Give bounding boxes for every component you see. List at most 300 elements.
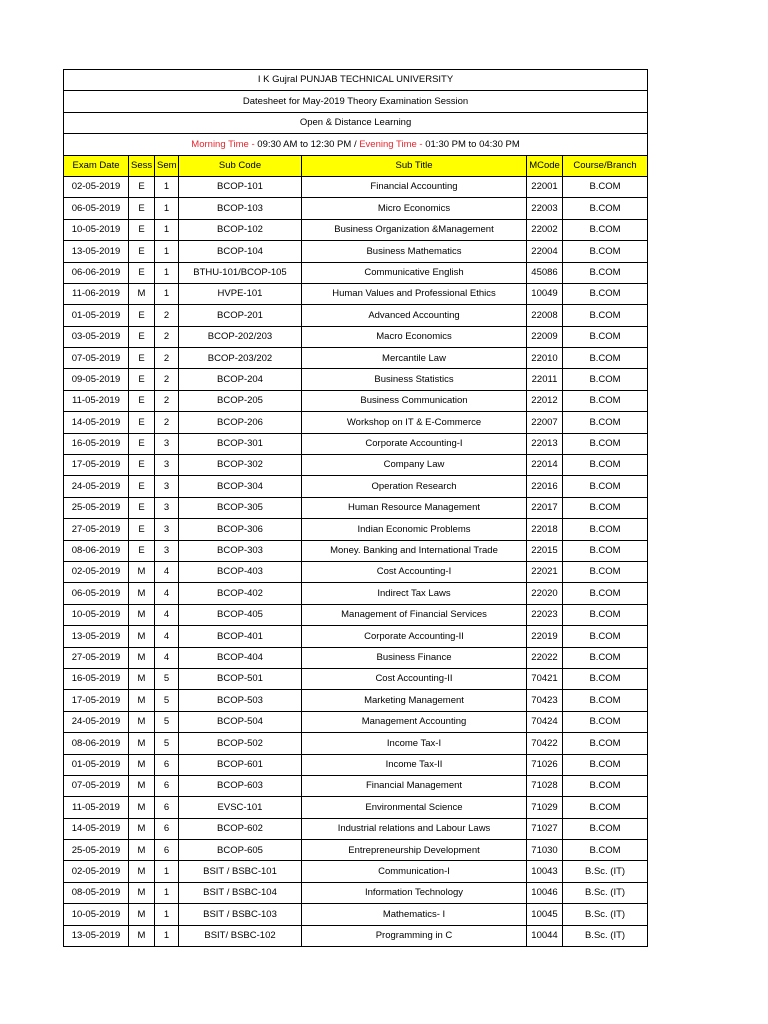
column-header-mcode: MCode: [527, 155, 563, 176]
cell-mcode: 22014: [527, 455, 563, 476]
cell-sess: E: [129, 326, 155, 347]
cell-exam-date: 06-05-2019: [64, 583, 129, 604]
cell-course-branch: B.COM: [563, 561, 648, 582]
cell-course-branch: B.COM: [563, 198, 648, 219]
cell-mcode: 22007: [527, 412, 563, 433]
table-row: [64, 711, 648, 732]
table-row: [64, 348, 648, 369]
cell-mcode: 22011: [527, 369, 563, 390]
cell-exam-date: 01-05-2019: [64, 305, 129, 326]
cell-sub-code: BCOP-303: [179, 540, 302, 561]
cell-sess: M: [129, 840, 155, 861]
cell-course-branch: B.COM: [563, 348, 648, 369]
cell-mcode: 22002: [527, 219, 563, 240]
cell-sem: 1: [155, 882, 179, 903]
cell-sub-code: BCOP-404: [179, 647, 302, 668]
table-row: [64, 690, 648, 711]
cell-sem: 2: [155, 305, 179, 326]
cell-course-branch: B.COM: [563, 840, 648, 861]
cell-course-branch: B.COM: [563, 733, 648, 754]
cell-sem: 1: [155, 241, 179, 262]
cell-sub-code: BSIT/ BSBC-102: [179, 925, 302, 946]
cell-exam-date: 25-05-2019: [64, 497, 129, 518]
cell-sess: E: [129, 176, 155, 197]
cell-sub-code: BCOP-305: [179, 497, 302, 518]
cell-sub-code: BCOP-102: [179, 219, 302, 240]
cell-sub-code: BSIT / BSBC-103: [179, 904, 302, 925]
cell-exam-date: 13-05-2019: [64, 241, 129, 262]
cell-sem: 1: [155, 283, 179, 304]
cell-mcode: 70422: [527, 733, 563, 754]
cell-sem: 3: [155, 519, 179, 540]
university-title: I K Gujral PUNJAB TECHNICAL UNIVERSITY: [64, 70, 648, 91]
cell-course-branch: B.COM: [563, 390, 648, 411]
cell-course-branch: B.COM: [563, 668, 648, 689]
cell-exam-date: 14-05-2019: [64, 818, 129, 839]
cell-sub-code: BCOP-104: [179, 241, 302, 262]
cell-sub-title: Information Technology: [302, 882, 527, 903]
cell-sub-code: BCOP-103: [179, 198, 302, 219]
cell-exam-date: 08-06-2019: [64, 733, 129, 754]
cell-sem: 1: [155, 176, 179, 197]
cell-sess: E: [129, 455, 155, 476]
cell-mcode: 22019: [527, 626, 563, 647]
cell-sess: M: [129, 711, 155, 732]
cell-sem: 1: [155, 861, 179, 882]
cell-sub-title: Corporate Accounting-II: [302, 626, 527, 647]
cell-sess: M: [129, 604, 155, 625]
table-row: [64, 754, 648, 775]
cell-exam-date: 17-05-2019: [64, 690, 129, 711]
cell-sem: 1: [155, 925, 179, 946]
cell-course-branch: B.COM: [563, 818, 648, 839]
cell-sem: 5: [155, 668, 179, 689]
cell-exam-date: 02-05-2019: [64, 561, 129, 582]
cell-exam-date: 16-05-2019: [64, 433, 129, 454]
cell-sub-code: BSIT / BSBC-101: [179, 861, 302, 882]
cell-sem: 2: [155, 412, 179, 433]
cell-sub-title: Business Finance: [302, 647, 527, 668]
cell-sub-title: Business Communication: [302, 390, 527, 411]
cell-sess: E: [129, 540, 155, 561]
cell-sub-code: BCOP-503: [179, 690, 302, 711]
cell-exam-date: 11-06-2019: [64, 283, 129, 304]
cell-sess: E: [129, 519, 155, 540]
cell-mcode: 10045: [527, 904, 563, 925]
cell-exam-date: 16-05-2019: [64, 668, 129, 689]
timing-line: [64, 134, 648, 155]
cell-sess: M: [129, 882, 155, 903]
cell-mcode: 70421: [527, 668, 563, 689]
cell-sub-code: BCOP-603: [179, 775, 302, 796]
cell-sess: E: [129, 412, 155, 433]
cell-course-branch: B.Sc. (IT): [563, 904, 648, 925]
cell-exam-date: 01-05-2019: [64, 754, 129, 775]
cell-sem: 4: [155, 583, 179, 604]
cell-exam-date: 10-05-2019: [64, 604, 129, 625]
cell-exam-date: 08-06-2019: [64, 540, 129, 561]
mode-title: Open & Distance Learning: [64, 112, 648, 133]
cell-course-branch: B.COM: [563, 176, 648, 197]
cell-mcode: 22020: [527, 583, 563, 604]
cell-sub-title: Programming in C: [302, 925, 527, 946]
cell-sess: M: [129, 904, 155, 925]
cell-sub-code: BSIT / BSBC-104: [179, 882, 302, 903]
cell-sem: 3: [155, 497, 179, 518]
cell-sub-code: BCOP-402: [179, 583, 302, 604]
column-header-sub-title: Sub Title: [302, 155, 527, 176]
cell-sub-title: Environmental Science: [302, 797, 527, 818]
table-row: [64, 797, 648, 818]
cell-course-branch: B.COM: [563, 433, 648, 454]
table-row: [64, 861, 648, 882]
column-header-exam-date: Exam Date: [64, 155, 129, 176]
cell-sess: E: [129, 241, 155, 262]
column-header-course-branch: Course/Branch: [563, 155, 648, 176]
cell-sess: M: [129, 775, 155, 796]
cell-course-branch: B.COM: [563, 262, 648, 283]
datesheet: [63, 69, 647, 947]
cell-sess: E: [129, 262, 155, 283]
cell-sub-title: Indirect Tax Laws: [302, 583, 527, 604]
cell-sub-title: Macro Economics: [302, 326, 527, 347]
cell-sess: E: [129, 305, 155, 326]
column-header-sess: Sess: [129, 155, 155, 176]
cell-sub-title: Cost Accounting-II: [302, 668, 527, 689]
cell-sub-title: Indian Economic Problems: [302, 519, 527, 540]
cell-course-branch: B.COM: [563, 219, 648, 240]
cell-sess: E: [129, 390, 155, 411]
cell-sem: 6: [155, 818, 179, 839]
cell-mcode: 22012: [527, 390, 563, 411]
cell-sem: 6: [155, 754, 179, 775]
cell-sem: 1: [155, 904, 179, 925]
cell-sub-code: BCOP-204: [179, 369, 302, 390]
cell-mcode: 22015: [527, 540, 563, 561]
cell-exam-date: 02-05-2019: [64, 861, 129, 882]
datesheet-title-row: [64, 91, 648, 112]
timing-row: [64, 134, 648, 155]
cell-sub-title: Human Values and Professional Ethics: [302, 283, 527, 304]
cell-course-branch: B.COM: [563, 283, 648, 304]
cell-sub-title: Advanced Accounting: [302, 305, 527, 326]
cell-mcode: 22018: [527, 519, 563, 540]
cell-sub-title: Financial Accounting: [302, 176, 527, 197]
cell-course-branch: B.COM: [563, 711, 648, 732]
table-row: [64, 818, 648, 839]
cell-sess: E: [129, 476, 155, 497]
evening-label: Evening Time -: [359, 138, 423, 150]
cell-exam-date: 08-05-2019: [64, 882, 129, 903]
table-row: [64, 733, 648, 754]
cell-mcode: 22001: [527, 176, 563, 197]
cell-sub-code: BCOP-601: [179, 754, 302, 775]
cell-mcode: 22004: [527, 241, 563, 262]
cell-course-branch: B.Sc. (IT): [563, 861, 648, 882]
cell-sess: M: [129, 561, 155, 582]
cell-course-branch: B.Sc. (IT): [563, 882, 648, 903]
morning-label: Morning Time -: [191, 138, 255, 150]
cell-sub-code: BCOP-203/202: [179, 348, 302, 369]
table-row: [64, 241, 648, 262]
table-row: [64, 198, 648, 219]
cell-course-branch: B.COM: [563, 797, 648, 818]
cell-exam-date: 11-05-2019: [64, 797, 129, 818]
mode-row: [64, 112, 648, 133]
table-row: [64, 540, 648, 561]
cell-exam-date: 25-05-2019: [64, 840, 129, 861]
cell-sub-title: Micro Economics: [302, 198, 527, 219]
table-row: [64, 647, 648, 668]
cell-exam-date: 02-05-2019: [64, 176, 129, 197]
cell-sub-code: BCOP-401: [179, 626, 302, 647]
cell-course-branch: B.COM: [563, 690, 648, 711]
cell-sem: 4: [155, 647, 179, 668]
cell-course-branch: B.COM: [563, 775, 648, 796]
cell-course-branch: B.COM: [563, 626, 648, 647]
column-header-sub-code: Sub Code: [179, 155, 302, 176]
cell-sess: E: [129, 198, 155, 219]
table-row: [64, 412, 648, 433]
datesheet-title: Datesheet for May-2019 Theory Examination Session: [64, 91, 648, 112]
cell-sub-title: Business Organization &Management: [302, 219, 527, 240]
table-row: [64, 775, 648, 796]
cell-mcode: 22009: [527, 326, 563, 347]
cell-mcode: 22017: [527, 497, 563, 518]
cell-sem: 5: [155, 733, 179, 754]
cell-sess: M: [129, 647, 155, 668]
cell-sess: E: [129, 369, 155, 390]
cell-exam-date: 27-05-2019: [64, 647, 129, 668]
cell-sess: M: [129, 583, 155, 604]
cell-sem: 6: [155, 775, 179, 796]
cell-course-branch: B.COM: [563, 647, 648, 668]
cell-sess: M: [129, 925, 155, 946]
cell-sub-title: Income Tax-II: [302, 754, 527, 775]
cell-exam-date: 06-06-2019: [64, 262, 129, 283]
table-row: [64, 840, 648, 861]
cell-mcode: 71028: [527, 775, 563, 796]
table-row: [64, 283, 648, 304]
cell-sess: M: [129, 668, 155, 689]
cell-mcode: 10046: [527, 882, 563, 903]
cell-sub-title: Industrial relations and Labour Laws: [302, 818, 527, 839]
cell-sub-code: BCOP-405: [179, 604, 302, 625]
cell-exam-date: 11-05-2019: [64, 390, 129, 411]
cell-sub-code: BCOP-205: [179, 390, 302, 411]
cell-exam-date: 27-05-2019: [64, 519, 129, 540]
cell-sess: E: [129, 219, 155, 240]
cell-sem: 1: [155, 219, 179, 240]
cell-sess: M: [129, 754, 155, 775]
cell-exam-date: 07-05-2019: [64, 348, 129, 369]
cell-sem: 3: [155, 455, 179, 476]
cell-mcode: 70424: [527, 711, 563, 732]
table-row: [64, 497, 648, 518]
cell-sub-code: BCOP-304: [179, 476, 302, 497]
cell-mcode: 22023: [527, 604, 563, 625]
cell-sem: 3: [155, 476, 179, 497]
cell-exam-date: 14-05-2019: [64, 412, 129, 433]
cell-sess: M: [129, 690, 155, 711]
table-row: [64, 476, 648, 497]
cell-exam-date: 17-05-2019: [64, 455, 129, 476]
cell-mcode: 22010: [527, 348, 563, 369]
cell-mcode: 10044: [527, 925, 563, 946]
cell-sub-code: BCOP-502: [179, 733, 302, 754]
cell-sess: M: [129, 797, 155, 818]
cell-mcode: 71029: [527, 797, 563, 818]
table-row: [64, 604, 648, 625]
cell-course-branch: B.Sc. (IT): [563, 925, 648, 946]
cell-exam-date: 13-05-2019: [64, 925, 129, 946]
cell-sub-code: BCOP-605: [179, 840, 302, 861]
cell-mcode: 70423: [527, 690, 563, 711]
cell-course-branch: B.COM: [563, 241, 648, 262]
table-row: [64, 583, 648, 604]
table-row: [64, 925, 648, 946]
morning-time: 09:30 AM to 12:30 PM /: [254, 138, 360, 150]
cell-mcode: 71026: [527, 754, 563, 775]
datesheet-body: [64, 70, 648, 947]
cell-mcode: 22016: [527, 476, 563, 497]
cell-sub-title: Communicative English: [302, 262, 527, 283]
cell-sub-title: Management Accounting: [302, 711, 527, 732]
cell-sem: 2: [155, 326, 179, 347]
cell-course-branch: B.COM: [563, 540, 648, 561]
cell-sem: 2: [155, 390, 179, 411]
cell-sem: 2: [155, 348, 179, 369]
cell-sub-title: Corporate Accounting-I: [302, 433, 527, 454]
cell-mcode: 22008: [527, 305, 563, 326]
cell-sub-title: Money. Banking and International Trade: [302, 540, 527, 561]
cell-sem: 1: [155, 198, 179, 219]
cell-sub-code: EVSC-101: [179, 797, 302, 818]
cell-sess: E: [129, 497, 155, 518]
cell-sub-title: Marketing Management: [302, 690, 527, 711]
cell-sub-code: BCOP-501: [179, 668, 302, 689]
cell-course-branch: B.COM: [563, 476, 648, 497]
table-row: [64, 262, 648, 283]
cell-sub-code: BCOP-101: [179, 176, 302, 197]
cell-sem: 2: [155, 369, 179, 390]
cell-sub-code: BTHU-101/BCOP-105: [179, 262, 302, 283]
cell-sem: 3: [155, 540, 179, 561]
cell-mcode: 22022: [527, 647, 563, 668]
cell-sub-title: Management of Financial Services: [302, 604, 527, 625]
cell-sess: M: [129, 283, 155, 304]
cell-exam-date: 10-05-2019: [64, 904, 129, 925]
cell-sub-title: Mathematics- I: [302, 904, 527, 925]
cell-sess: E: [129, 433, 155, 454]
table-row: [64, 561, 648, 582]
table-row: [64, 455, 648, 476]
cell-sub-title: Entrepreneurship Development: [302, 840, 527, 861]
cell-course-branch: B.COM: [563, 412, 648, 433]
cell-exam-date: 03-05-2019: [64, 326, 129, 347]
cell-sess: E: [129, 348, 155, 369]
cell-sub-title: Communication-I: [302, 861, 527, 882]
cell-sem: 6: [155, 840, 179, 861]
cell-sub-title: Operation Research: [302, 476, 527, 497]
cell-sub-code: BCOP-302: [179, 455, 302, 476]
university-row: [64, 70, 648, 91]
cell-sess: M: [129, 861, 155, 882]
cell-sess: M: [129, 733, 155, 754]
table-row: [64, 305, 648, 326]
table-row: [64, 668, 648, 689]
table-row: [64, 176, 648, 197]
cell-sub-title: Cost Accounting-I: [302, 561, 527, 582]
cell-sem: 6: [155, 797, 179, 818]
cell-mcode: 10049: [527, 283, 563, 304]
cell-sub-code: BCOP-306: [179, 519, 302, 540]
cell-mcode: 22013: [527, 433, 563, 454]
cell-sub-title: Company Law: [302, 455, 527, 476]
cell-sess: M: [129, 818, 155, 839]
table-row: [64, 369, 648, 390]
cell-sub-title: Human Resource Management: [302, 497, 527, 518]
cell-course-branch: B.COM: [563, 754, 648, 775]
column-header-row: [64, 155, 648, 176]
cell-course-branch: B.COM: [563, 497, 648, 518]
cell-course-branch: B.COM: [563, 326, 648, 347]
cell-sub-title: Business Statistics: [302, 369, 527, 390]
cell-sub-code: BCOP-602: [179, 818, 302, 839]
cell-exam-date: 24-05-2019: [64, 711, 129, 732]
cell-sub-title: Business Mathematics: [302, 241, 527, 262]
cell-sub-code: BCOP-504: [179, 711, 302, 732]
table-row: [64, 882, 648, 903]
cell-course-branch: B.COM: [563, 305, 648, 326]
cell-course-branch: B.COM: [563, 604, 648, 625]
cell-sub-title: Workshop on IT & E-Commerce: [302, 412, 527, 433]
cell-sem: 4: [155, 626, 179, 647]
cell-course-branch: B.COM: [563, 583, 648, 604]
table-row: [64, 219, 648, 240]
cell-sem: 5: [155, 711, 179, 732]
cell-sub-code: BCOP-301: [179, 433, 302, 454]
evening-time: 01:30 PM to 04:30 PM: [422, 138, 520, 150]
datesheet-table: [63, 69, 648, 947]
table-row: [64, 519, 648, 540]
cell-mcode: 22003: [527, 198, 563, 219]
cell-mcode: 71030: [527, 840, 563, 861]
cell-exam-date: 09-05-2019: [64, 369, 129, 390]
cell-exam-date: 10-05-2019: [64, 219, 129, 240]
cell-course-branch: B.COM: [563, 455, 648, 476]
table-row: [64, 904, 648, 925]
cell-sub-code: BCOP-201: [179, 305, 302, 326]
cell-mcode: 22021: [527, 561, 563, 582]
cell-course-branch: B.COM: [563, 519, 648, 540]
table-row: [64, 390, 648, 411]
cell-exam-date: 24-05-2019: [64, 476, 129, 497]
cell-exam-date: 07-05-2019: [64, 775, 129, 796]
table-row: [64, 433, 648, 454]
cell-exam-date: 06-05-2019: [64, 198, 129, 219]
cell-sub-code: HVPE-101: [179, 283, 302, 304]
cell-mcode: 45086: [527, 262, 563, 283]
table-row: [64, 326, 648, 347]
cell-sub-code: BCOP-403: [179, 561, 302, 582]
cell-sem: 1: [155, 262, 179, 283]
cell-sem: 3: [155, 433, 179, 454]
cell-sub-title: Mercantile Law: [302, 348, 527, 369]
cell-sem: 5: [155, 690, 179, 711]
cell-sub-code: BCOP-206: [179, 412, 302, 433]
cell-sem: 4: [155, 604, 179, 625]
